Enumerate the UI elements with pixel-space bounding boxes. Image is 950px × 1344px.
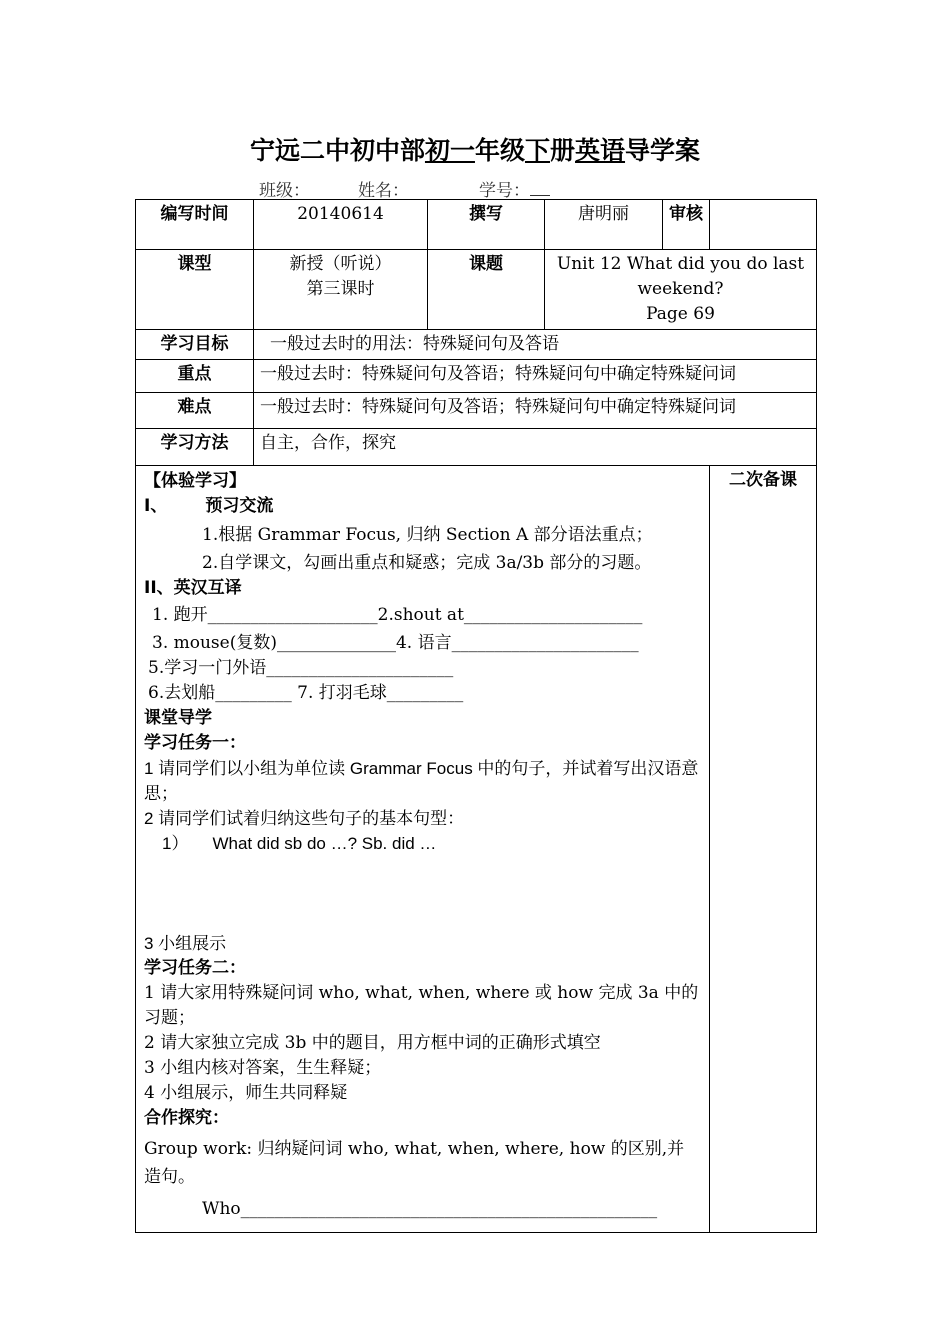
review-value xyxy=(710,200,817,250)
task2-item-4: 4 小组展示，师生共同释疑 xyxy=(144,1083,348,1103)
row-key xyxy=(136,360,817,393)
grade-value: 初一 xyxy=(424,136,475,165)
id-label: 学号： xyxy=(479,181,530,201)
translation-line-1: 1. 跑开____________________2.shout at_____________________ xyxy=(152,605,643,625)
preview-item-2: 2.自学课文，勾画出重点和疑惑；完成 3a/3b 部分的习题。 xyxy=(202,553,652,573)
class-label: 班级： xyxy=(259,181,310,201)
key-value: 一般过去时：特殊疑问句及答语；特殊疑问句中确定特殊疑问词 xyxy=(254,360,817,393)
translation-line-3: 5.学习一门外语______________________ xyxy=(148,658,454,678)
task1-item-2: 2 请同学们试着归纳这些句子的基本句型： xyxy=(144,809,465,828)
difficulty-label: 难点 xyxy=(136,393,254,429)
term-word: 册 xyxy=(550,136,576,165)
author-value: 唐明丽 xyxy=(545,200,663,250)
part2-title: II、英汉互译 xyxy=(144,578,242,598)
task2-item-1: 1 请大家用特殊疑问词 who, what, when, where 或 how 完成 3a 中的习题； xyxy=(144,983,699,1028)
coop-text: Group work: 归纳疑问词 who, what, when, where, how 的区别,并造句。 xyxy=(144,1139,685,1187)
class-guide-heading: 课堂导学 xyxy=(144,708,212,728)
row-method xyxy=(136,429,817,466)
task1-pattern-text: What did sb do …? Sb. did … xyxy=(212,834,437,853)
grade-word: 年级 xyxy=(474,136,525,165)
second-prep-column: 二次备课 xyxy=(710,466,817,1233)
section-experience: 【体验学习】 xyxy=(144,471,246,491)
topic-label: 课题 xyxy=(428,250,545,330)
coop-title: 合作探究： xyxy=(144,1108,229,1128)
date-label: 编写时间 xyxy=(136,200,254,250)
goal-label: 学习目标 xyxy=(136,330,254,360)
student-info-line xyxy=(259,176,550,201)
task1-pattern-num: 1） xyxy=(162,834,189,853)
page-title xyxy=(0,131,950,167)
author-label: 撰写 xyxy=(428,200,545,250)
main-content xyxy=(136,466,710,1233)
date-value: 20140614 xyxy=(254,200,428,250)
school-name: 宁远二中初中部 xyxy=(249,136,425,165)
method-label: 学习方法 xyxy=(136,429,254,466)
row-main xyxy=(136,466,817,1233)
topic-line1: Unit 12 What did you do last xyxy=(556,254,805,274)
preview-item-1: 1.根据 Grammar Focus, 归纳 Section A 部分语法重点； xyxy=(202,525,653,545)
topic-value xyxy=(545,250,817,330)
task1-item-1: 1 请同学们以小组为单位读 Grammar Focus 中的句子，并试着写出汉语意思； xyxy=(144,759,699,803)
who-line: Who_________________________________________________ xyxy=(202,1199,658,1219)
method-value: 自主，合作，探究 xyxy=(254,429,817,466)
doc-type: 导学案 xyxy=(625,136,701,165)
type-label: 课型 xyxy=(136,250,254,330)
task2-item-3: 3 小组内核对答案，生生释疑； xyxy=(144,1058,382,1078)
subject-value: 英语 xyxy=(575,136,626,165)
task1-item-3: 3 小组展示 xyxy=(144,934,227,953)
review-label: 审核 xyxy=(663,200,710,250)
type-line1: 新授（听说） xyxy=(289,254,392,274)
answer-space xyxy=(144,856,701,931)
difficulty-value: 一般过去时：特殊疑问句及答语；特殊疑问句中确定特殊疑问词 xyxy=(254,393,817,429)
row-goal xyxy=(136,330,817,360)
type-value xyxy=(254,250,428,330)
type-line2: 第三课时 xyxy=(306,279,375,299)
goal-value: 一般过去时的用法：特殊疑问句及答语 xyxy=(254,330,817,360)
row-meta xyxy=(136,200,817,250)
row-difficulty xyxy=(136,393,817,429)
task1-title: 学习任务一： xyxy=(144,733,246,753)
topic-line3: Page 69 xyxy=(646,304,715,324)
task1-pattern xyxy=(144,831,701,856)
part1-num: I、 xyxy=(144,496,168,516)
name-label: 姓名： xyxy=(358,181,409,201)
task2-item-2: 2 请大家独立完成 3b 中的题目，用方框中词的正确形式填空 xyxy=(144,1033,601,1053)
term-value: 下 xyxy=(524,136,550,165)
row-type xyxy=(136,250,817,330)
translation-line-2: 3. mouse(复数)______________4. 语言______________________ xyxy=(152,633,639,653)
key-label: 重点 xyxy=(136,360,254,393)
part1-heading xyxy=(144,494,701,519)
translation-line-4: 6.去划船_________ 7. 打羽毛球_________ xyxy=(148,683,464,703)
lesson-plan-table xyxy=(135,199,817,1233)
part1-title: 预习交流 xyxy=(205,496,274,516)
topic-line2: weekend? xyxy=(637,279,724,299)
task2-title: 学习任务二： xyxy=(144,958,246,978)
